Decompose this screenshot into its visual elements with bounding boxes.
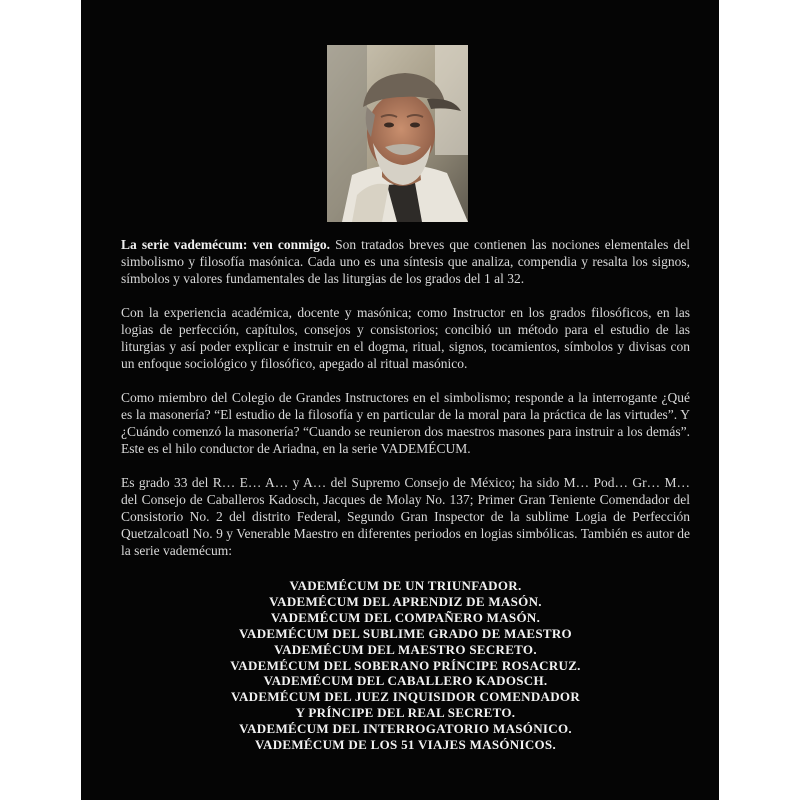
intro-title: La serie vademécum: ven conmigo. (121, 237, 330, 252)
series-title: VADEMÉCUM DEL JUEZ INQUISIDOR COMENDADOR (230, 689, 581, 705)
series-title: VADEMÉCUM DEL COMPAÑERO MASÓN. (270, 609, 541, 625)
series-title: VADEMÉCUM DEL INTERROGATORIO MASÓNICO. (239, 721, 572, 737)
series-title: VADEMÉCUM DEL APRENDIZ DE MASÓN. (269, 593, 542, 609)
series-title: VADEMÉCUM DEL SUBLIME GRADO DE MAESTRO (239, 625, 572, 641)
series-list (121, 578, 690, 753)
grado-paragraph: Es grado 33 del R… E… A… y A… del Supremo Consejo de México; ha sido M… Pod… Gr… M… del Consejo de Caballeros Kadosch, Jacques de Molay No. 137; Primer Gran Teniente Comendador del Consistorio No. 2 del distrito Federal, Segundo Gran Inspector de la sublime Logia de Perfección Quetzalcoatl No. 9 y Venerable Maestro en diferentes periodos en logias simbólicas. También es autor de la serie vademécum: (121, 475, 690, 558)
intro-text: Son tratados breves que contienen las nociones elementales del simbolismo y filosofía masónica. Cada uno es una síntesis que analiza, compendia y resalta los signos, símbolos y valores fundamentales de las liturgias de los grados del 1 al 32. (121, 237, 690, 286)
series-title: VADEMÉCUM DEL CABALLERO KADOSCH. (263, 673, 548, 689)
series-title: VADEMÉCUM DE UN TRIUNFADOR. (289, 578, 522, 593)
intro-paragraph (121, 236, 690, 287)
author-portrait-image (327, 45, 468, 222)
series-title: VADEMÉCUM DE LOS 51 VIAJES MASÓNICOS. (255, 737, 556, 753)
series-title: VADEMÉCUM DEL SOBERANO PRÍNCIPE ROSACRUZ. (230, 657, 581, 673)
colegio-paragraph: Como miembro del Colegio de Grandes Instructores en el simbolismo; responde a la interrogante ¿Qué es la masonería? “El estudio de la filosofía y en particular de la moral para la práctica de las virtudes”. Y ¿Cuándo comenzó la masonería? “Cuando se reunieron dos maestros masones para instruir a los demás”. Este es el hilo conductor de Ariadna, en la serie VADEMÉCUM. (121, 390, 690, 456)
series-title: Y PRÍNCIPE DEL REAL SECRETO. (295, 705, 516, 721)
body-text (121, 236, 690, 576)
author-photo (327, 45, 468, 222)
series-title: VADEMÉCUM DEL MAESTRO SECRETO. (274, 641, 537, 657)
experience-paragraph: Con la experiencia académica, docente y masónica; como Instructor en los grados filosóficos, en las logias de perfección, capítulos, consejos y consistorios; concibió un método para el estudio de las liturgias y así poder explicar e instruir en el dogma, ritual, signos, tocamientos, símbolos y divisas con un enfoque sociológico y filosófico, apegado al ritual masónico. (121, 305, 690, 371)
back-cover (81, 0, 719, 800)
